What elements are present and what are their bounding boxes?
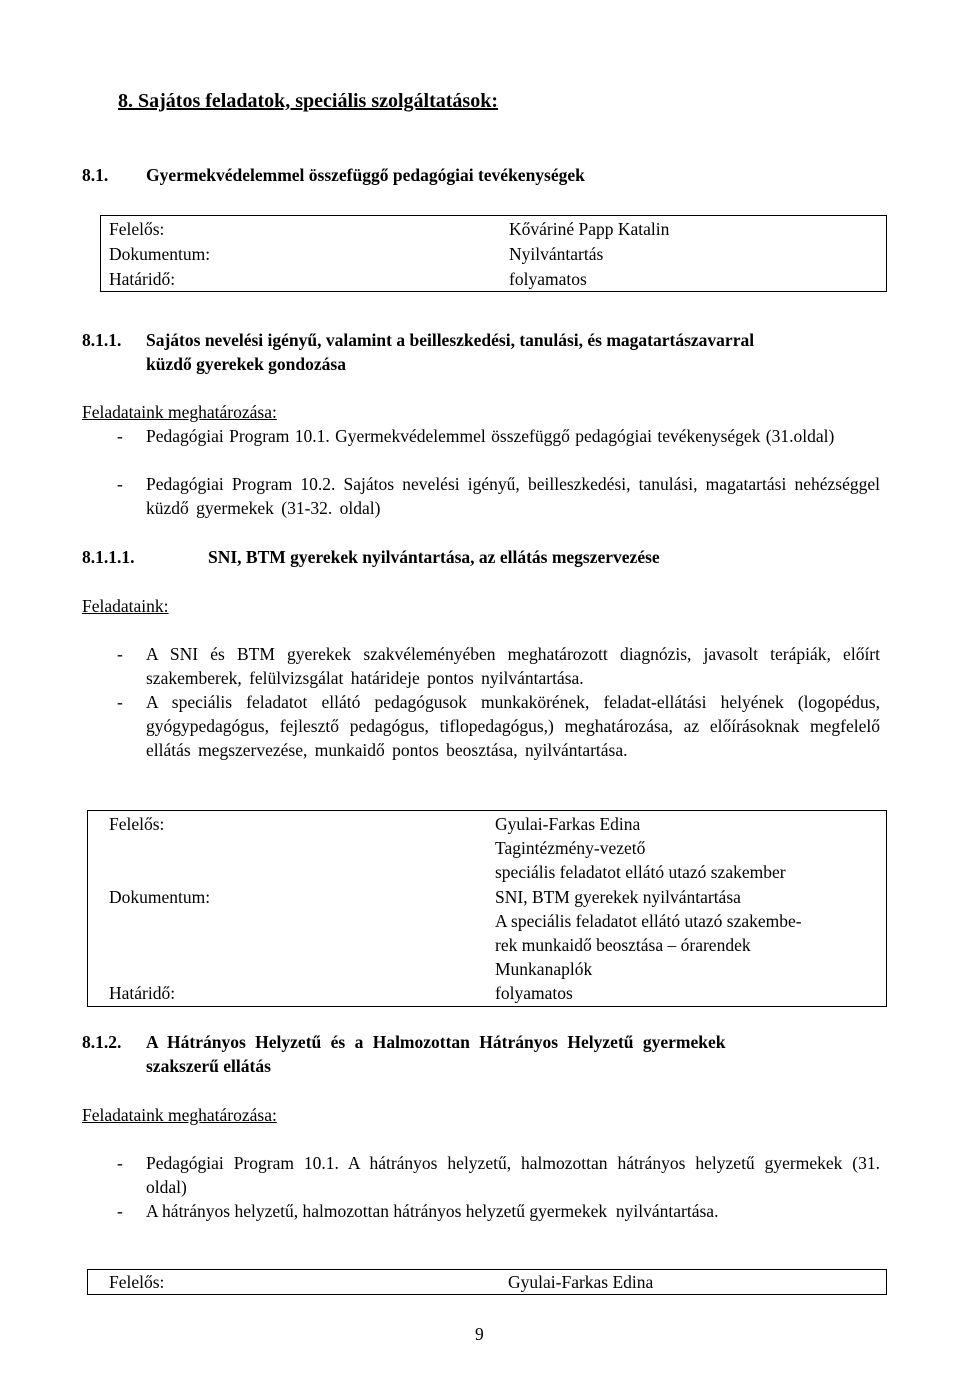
label-hatarido: Határidő:	[109, 983, 176, 1003]
value-hatarido: folyamatos	[495, 983, 573, 1003]
dash-bullet: -	[117, 644, 123, 664]
value-dokumentum-2: A speciális feladatot ellátó utazó szakembe-	[495, 911, 802, 931]
section-title-8-1-1-line2: küzdő gyerekek gondozása	[146, 354, 346, 374]
list-item	[117, 1199, 880, 1223]
section-title-8-1-1-line1: Sajátos nevelési igényű, valamint a beilleszkedési, tanulási, és magatartászavarral	[146, 330, 755, 350]
value-felelos-3: speciális feladatot ellátó utazó szakember	[495, 862, 786, 882]
dash-bullet: -	[117, 1201, 123, 1221]
list-item	[117, 472, 880, 520]
label-felelos: Felelős:	[109, 219, 165, 239]
list-item	[117, 1151, 880, 1199]
value-dokumentum-1: SNI, BTM gyerekek nyilvántartása	[495, 887, 741, 907]
label-dokumentum: Dokumentum:	[109, 887, 211, 907]
value-dokumentum-4: Munkanaplók	[495, 959, 593, 979]
dash-bullet: -	[117, 426, 123, 446]
list-item	[117, 424, 880, 448]
dash-bullet: -	[117, 1153, 123, 1173]
section-title-8-1-2-line2: szakszerű ellátás	[146, 1056, 271, 1076]
tasks-label-8-1-1: Feladataink meghatározása:	[82, 402, 277, 422]
section-number-8-1-2: 8.1.2.	[82, 1032, 122, 1052]
list-item-text: Pedagógiai Program 10.1. A hátrányos helyzetű, halmozottan hátrányos helyzetű gyermekek (31. oldal)	[146, 1153, 880, 1197]
section-title-8-1-1-1: SNI, BTM gyerekek nyilvántartása, az ellátás megszervezése	[208, 547, 660, 567]
page-number: 9	[475, 1324, 484, 1344]
value-felelos: Kőváriné Papp Katalin	[509, 219, 670, 239]
value-dokumentum: Nyilvántartás	[509, 244, 604, 264]
section-heading-8: 8. Sajátos feladatok, speciális szolgáltatások:	[118, 90, 498, 112]
value-felelos: Gyulai-Farkas Edina	[508, 1272, 654, 1292]
section-number-8-1: 8.1.	[82, 165, 109, 185]
section-title-8-1-2-line1: A Hátrányos Helyzetű és a Halmozottan Hátrányos Helyzetű gyermekek	[146, 1032, 726, 1052]
responsibility-table-2	[87, 810, 887, 1007]
label-felelos: Felelős:	[109, 814, 165, 834]
responsibility-table-1	[100, 215, 887, 292]
responsibility-table-3	[87, 1269, 887, 1295]
label-dokumentum: Dokumentum:	[109, 244, 211, 264]
value-hatarido: folyamatos	[509, 269, 587, 289]
label-hatarido: Határidő:	[109, 269, 176, 289]
label-felelos: Felelős:	[109, 1272, 165, 1292]
section-number-8-1-1-1: 8.1.1.1.	[82, 547, 135, 567]
list-item-text: A hátrányos helyzetű, halmozottan hátrányos helyzetű gyermekek nyilvántartása.	[146, 1201, 719, 1221]
list-item-text: Pedagógiai Program 10.1. Gyermekvédelemmel összefüggő pedagógiai tevékenységek (31.oldal)	[146, 426, 835, 446]
dash-bullet: -	[117, 692, 123, 712]
tasks-label-8-1-1-1: Feladataink:	[82, 596, 169, 616]
list-item	[117, 690, 880, 762]
section-number-8-1-1: 8.1.1.	[82, 330, 122, 350]
tasks-label-8-1-2: Feladataink meghatározása:	[82, 1105, 277, 1125]
value-dokumentum-3: rek munkaidő beosztása – órarendek	[495, 935, 751, 955]
list-item-text: Pedagógiai Program 10.2. Sajátos nevelési igényű, beilleszkedési, tanulási, magatartási nehézséggel küzdő gyermekek (31-32. oldal)	[146, 474, 880, 518]
list-item-text: A speciális feladatot ellátó pedagógusok munkakörének, feladat-ellátási helyének (logopédus, gyógypedagógus, fejlesztő pedagógus, tiflopedagógus,) meghatározása, az előírásoknak megfelelő ellátás megszervezése, munkaidő pontos beosztása, nyilvántartása.	[146, 692, 880, 760]
value-felelos-2: Tagintézmény-vezető	[495, 838, 646, 858]
list-item	[117, 642, 880, 690]
dash-bullet: -	[117, 474, 123, 494]
list-item-text: A SNI és BTM gyerekek szakvéleményében meghatározott diagnózis, javasolt terápiák, előírt szakemberek, felülvizsgálat határideje pontos nyilvántartása.	[146, 644, 880, 688]
value-felelos-1: Gyulai-Farkas Edina	[495, 814, 641, 834]
section-title-8-1: Gyermekvédelemmel összefüggő pedagógiai tevékenységek	[146, 165, 585, 185]
